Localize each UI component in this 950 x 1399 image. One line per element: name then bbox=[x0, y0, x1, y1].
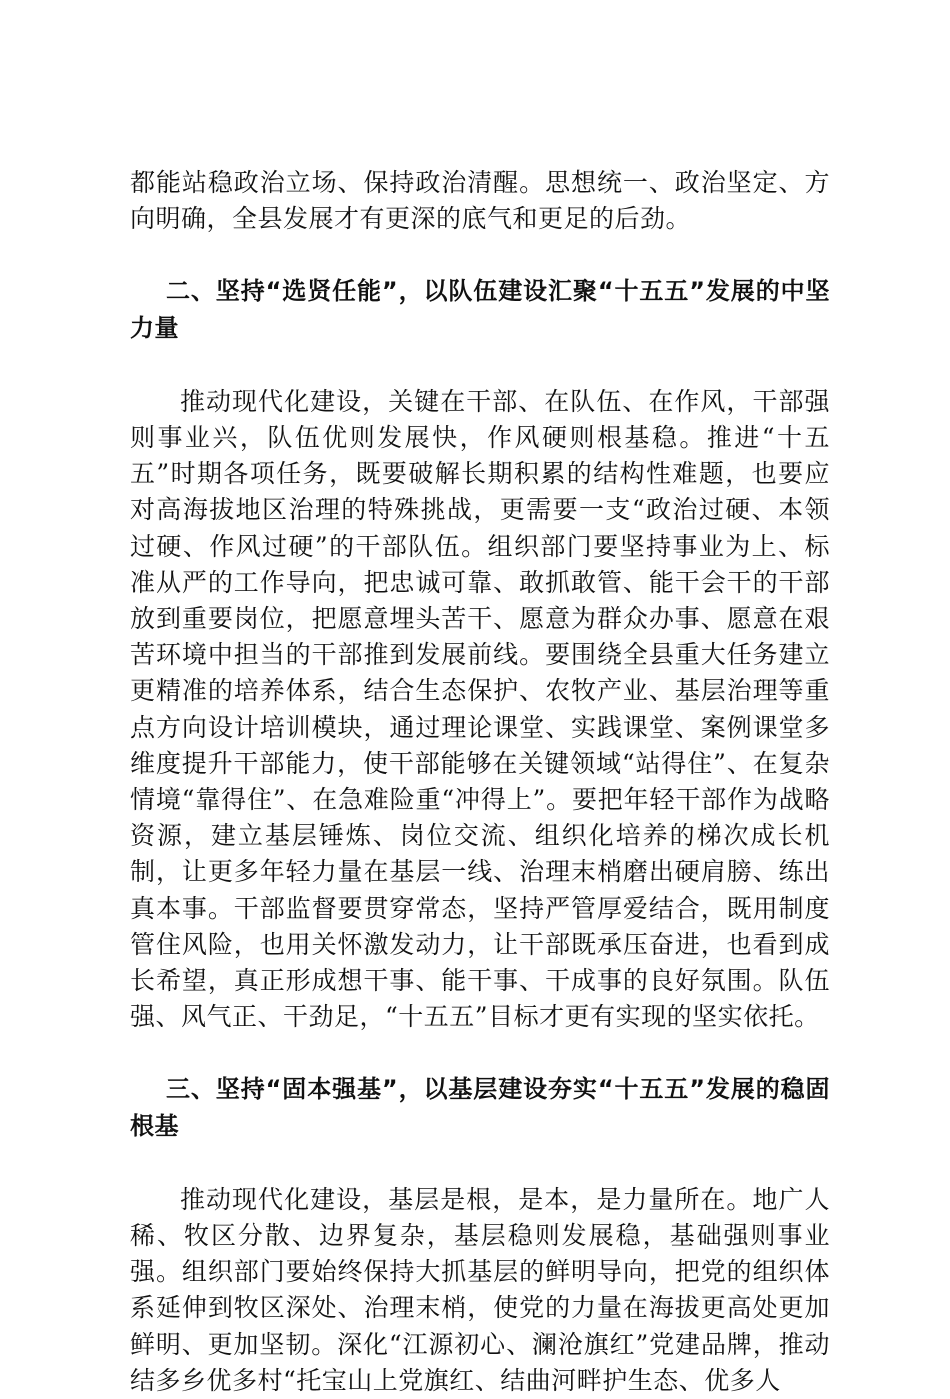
section-heading-2: 二、坚持“选贤任能”，以队伍建设汇聚“十五五”发展的中坚力量 bbox=[130, 277, 830, 342]
paragraph-section-3: 推动现代化建设，基层是根，是本，是力量所在。地广人稀、牧区分散、边界复杂，基层稳则发展稳，基础强则事业强。组织部门要始终保持大抓基层的鲜明导向，把党的组织体系延伸到牧区深处、治理末梢，使党的力量在海拔更高处更加鲜明、更加坚韧。深化“江源初心、澜沧旗红”党建品牌，推动结多乡优多村“托宝山上党旗红、结曲河畔护生态、优多人 bbox=[130, 1184, 830, 1395]
section-heading-3: 三、坚持“固本强基”，以基层建设夯实“十五五”发展的稳固根基 bbox=[130, 1075, 830, 1140]
paragraph-continued: 都能站稳政治立场、保持政治清醒。思想统一、政治坚定、方向明确，全县发展才有更深的底气和更足的后劲。 bbox=[130, 168, 830, 234]
document-page bbox=[130, 165, 830, 1399]
paragraph-section-2: 推动现代化建设，关键在干部、在队伍、在作风，干部强则事业兴，队伍优则发展快，作风硬则根基稳。推进“十五五”时期各项任务，既要破解长期积累的结构性难题，也要应对高海拔地区治理的特殊挑战，更需要一支“政治过硬、本领过硬、作风过硬”的干部队伍。组织部门要坚持事业为上、标准从严的工作导向，把忠诚可靠、敢抓敢管、能干会干的干部放到重要岗位，把愿意埋头苦干、愿意为群众办事、愿意在艰苦环境中担当的干部推到发展前线。要围绕全县重大任务建立更精准的培养体系，结合生态保护、农牧产业、基层治理等重点方向设计培训模块，通过理论课堂、实践课堂、案例课堂多维度提升干部能力，使干部能够在关键领域“站得住”、在复杂情境“靠得住”、在急难险重“冲得上”。要把年轻干部作为战略资源，建立基层锤炼、岗位交流、组织化培养的梯次成长机制，让更多年轻力量在基层一线、治理末梢磨出硬肩膀、练出真本事。干部监督要贯穿常态，坚持严管厚爱结合，既用制度管住风险，也用关怀激发动力，让干部既承压奋进，也看到成长希望，真正形成想干事、能干事、干成事的良好氛围。队伍强、风气正、干劲足，“十五五”目标才更有实现的坚实依托。 bbox=[130, 386, 830, 1032]
